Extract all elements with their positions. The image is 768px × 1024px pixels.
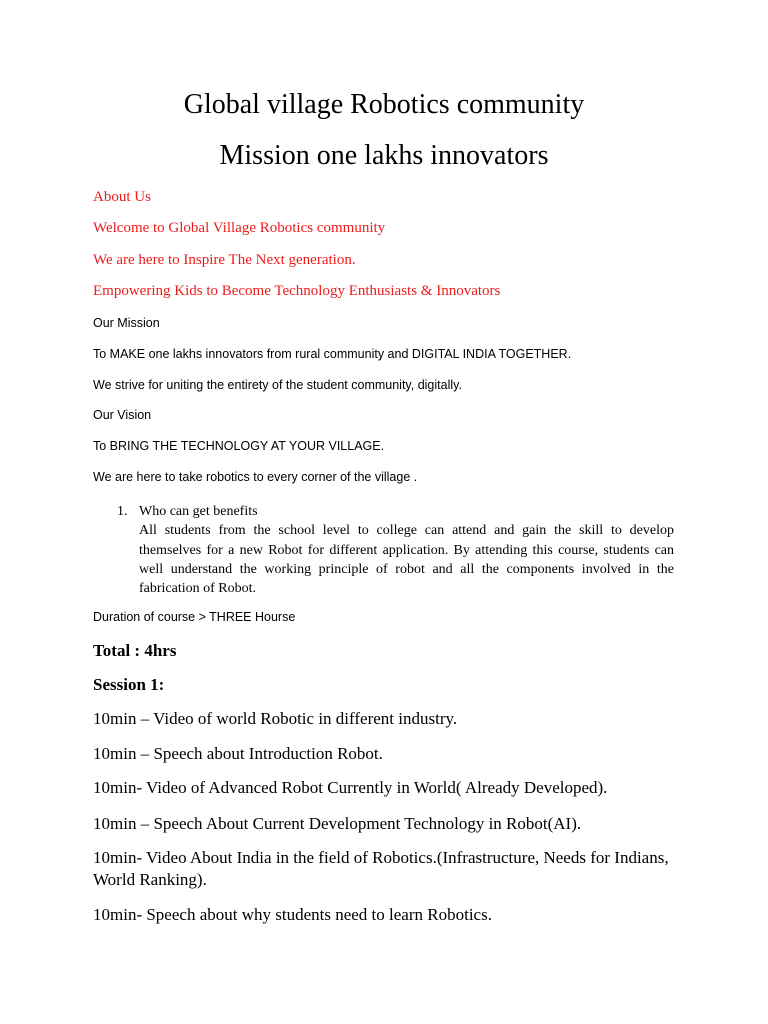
session-heading: Session 1: bbox=[93, 675, 165, 694]
session-item: 10min- Video of Advanced Robot Currently in World( Already Developed). bbox=[93, 778, 608, 797]
document-title: Global village Robotics community bbox=[183, 89, 585, 120]
vision-heading: Our Vision bbox=[93, 408, 152, 422]
total-hours: Total : 4hrs bbox=[93, 641, 177, 660]
session-item: 10min – Speech about Introduction Robot. bbox=[93, 744, 383, 763]
course-duration: Duration of course > THREE Hourse bbox=[93, 610, 296, 624]
session-item: 10min- Speech about why students need to learn Robotics. bbox=[93, 905, 492, 924]
mission-heading: Our Mission bbox=[93, 316, 160, 330]
about-empowering-line: Empowering Kids to Become Technology Enthusiasts & Innovators bbox=[93, 283, 501, 299]
list-item-number: 1. bbox=[117, 504, 128, 519]
session-item: 10min – Speech About Current Development Technology in Robot(AI). bbox=[93, 814, 582, 833]
mission-line: We strive for uniting the entirety of the student community, digitally. bbox=[93, 378, 462, 392]
list-item bbox=[139, 502, 674, 598]
document-subtitle: Mission one lakhs innovators bbox=[219, 140, 549, 171]
vision-line: We are here to take robotics to every corner of the village . bbox=[93, 470, 418, 484]
list-item-heading: Who can get benefits bbox=[139, 504, 258, 519]
vision-line: To BRING THE TECHNOLOGY AT YOUR VILLAGE. bbox=[93, 439, 385, 453]
session-item: 10min – Video of world Robotic in different industry. bbox=[93, 709, 458, 728]
session-item: 10min- Video About India in the field of Robotics.(Infrastructure, Needs for Indians, World Ranking). bbox=[93, 848, 669, 889]
about-inspire-line: We are here to Inspire The Next generation. bbox=[93, 252, 356, 268]
about-us-heading: About Us bbox=[93, 189, 151, 205]
mission-line: To MAKE one lakhs innovators from rural community and DIGITAL INDIA TOGETHER. bbox=[93, 347, 572, 361]
list-item-body: All students from the school level to college can attend and gain the skill to develop themselves for a new Robot for different application. By attending this course, students can well understand the working principle of robot and all the components involved in the fabrication of Robot. bbox=[139, 523, 674, 597]
about-welcome-line: Welcome to Global Village Robotics community bbox=[93, 220, 386, 236]
